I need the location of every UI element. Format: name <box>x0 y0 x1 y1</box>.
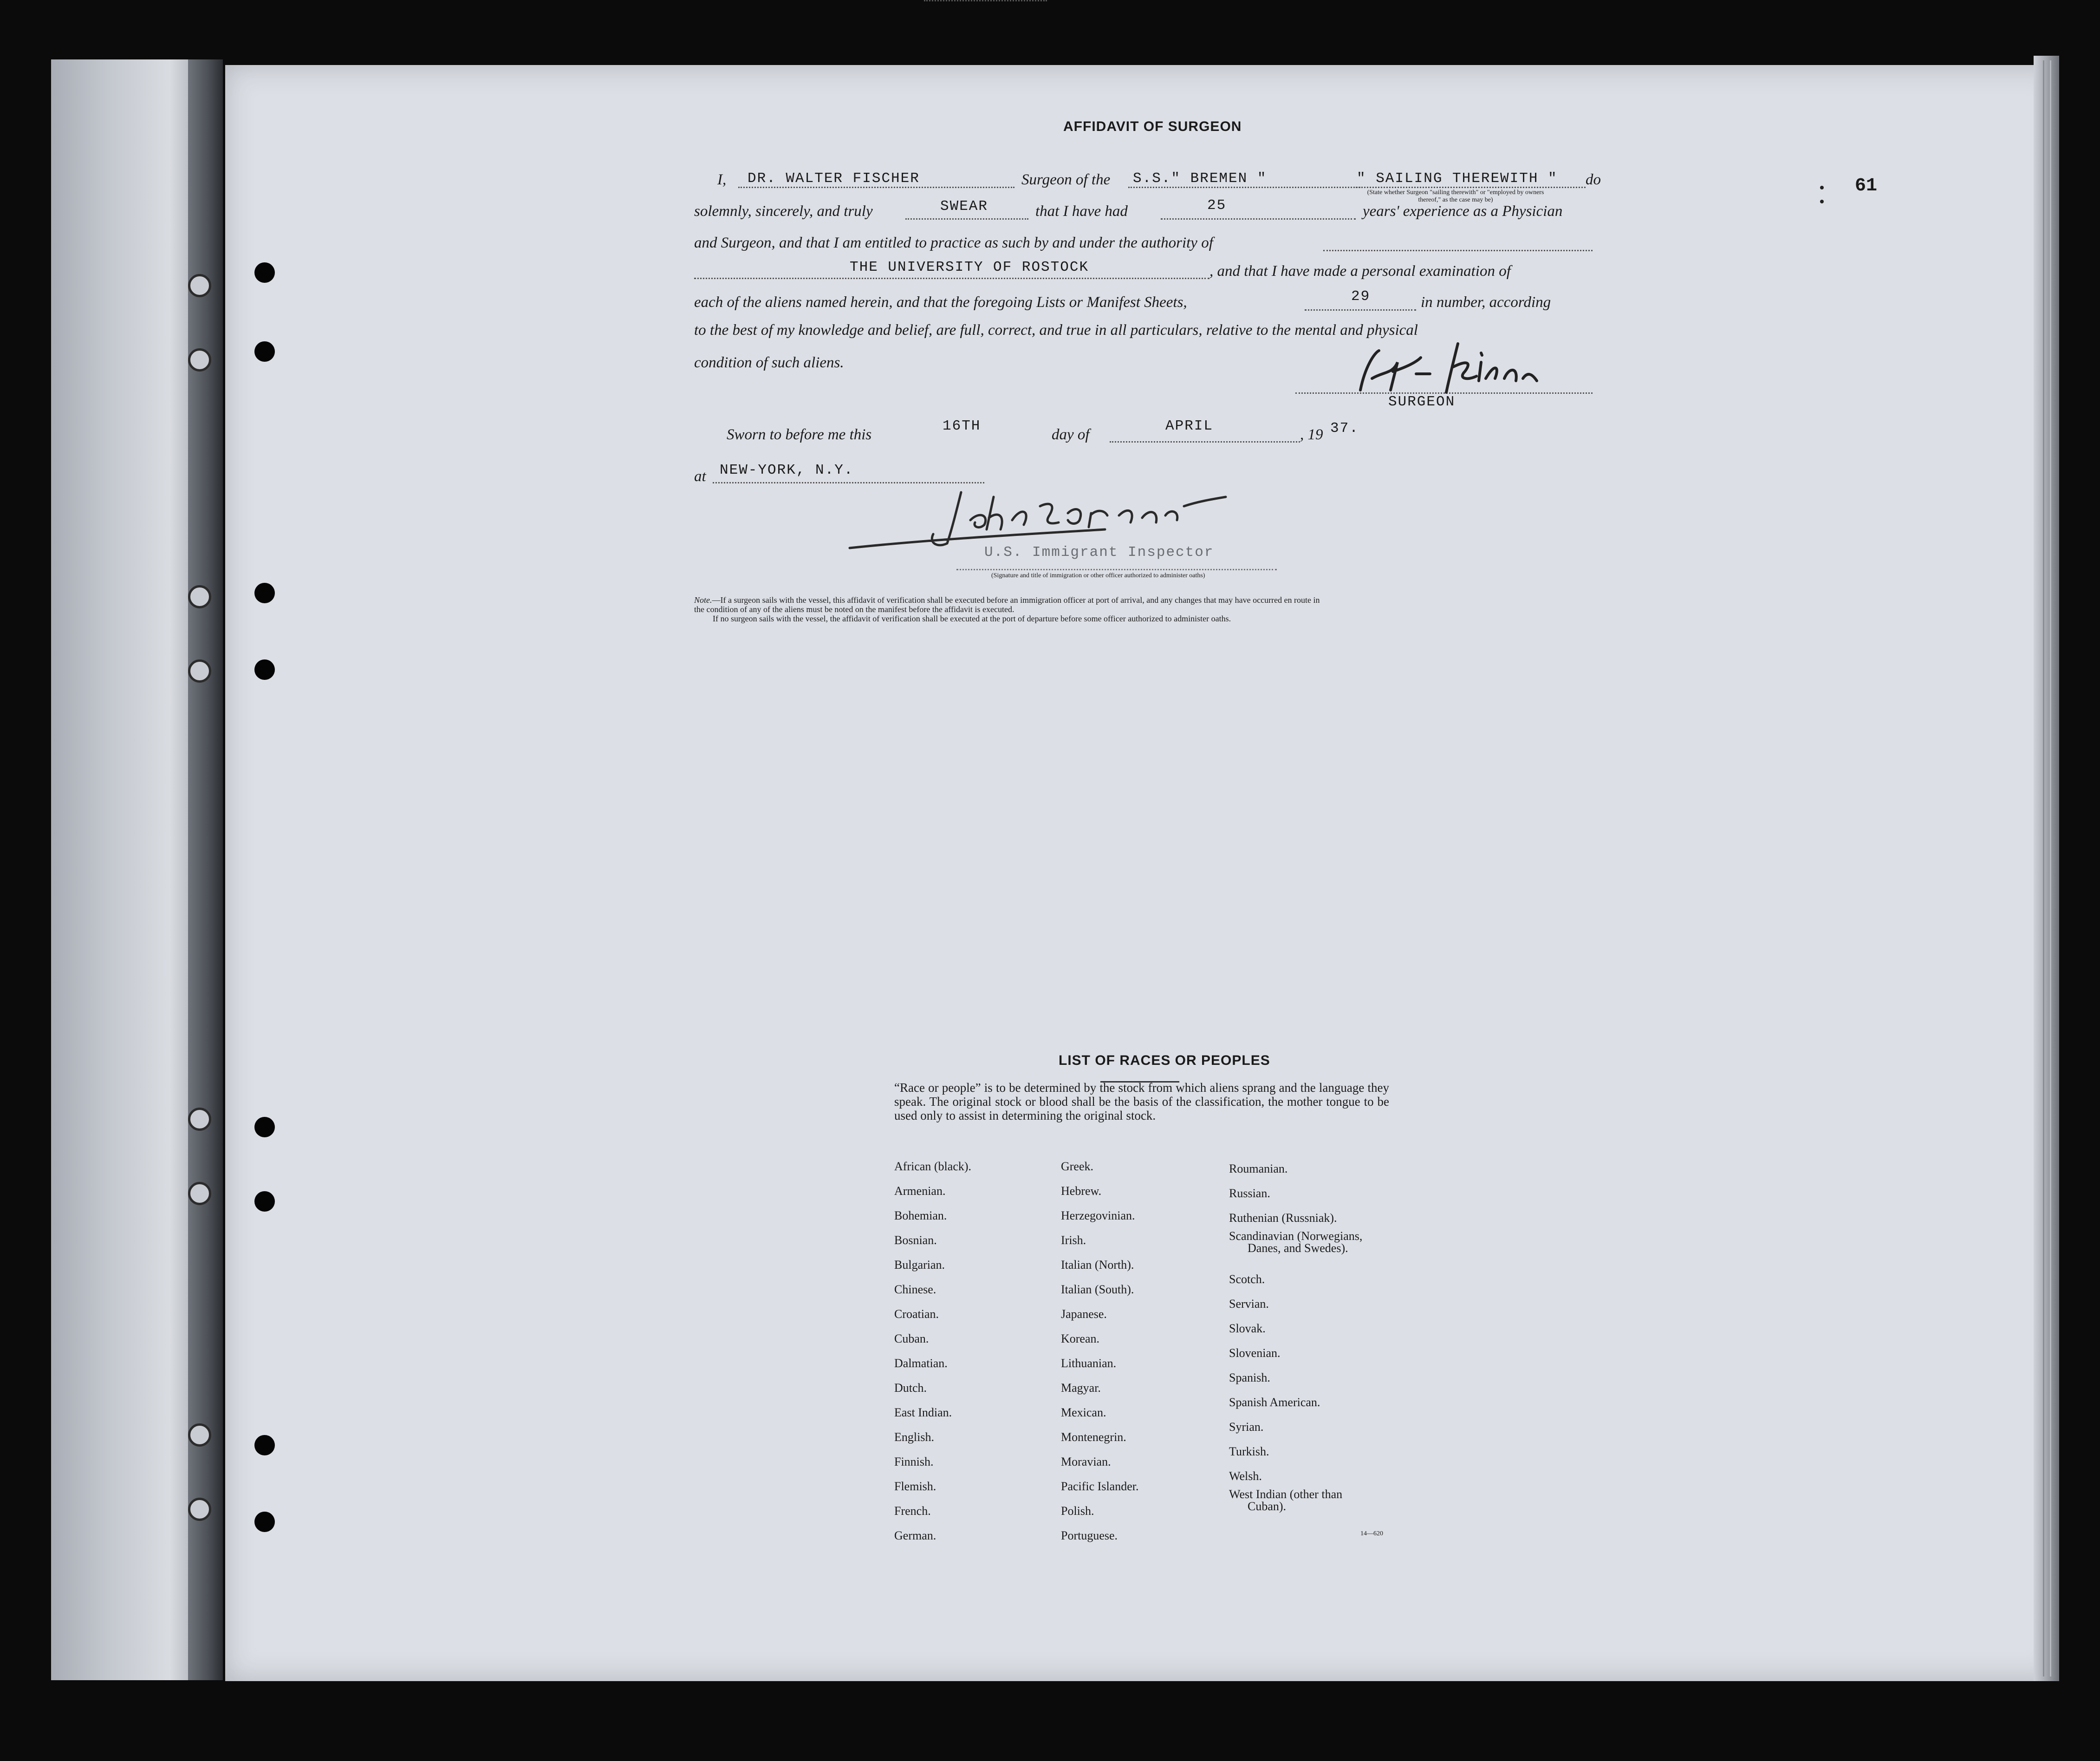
condition-text: condition of such aliens. <box>694 354 844 371</box>
ink-dot <box>1820 186 1824 189</box>
name-field-line <box>738 187 1014 188</box>
race-item: Russian. <box>1229 1187 1270 1200</box>
race-item: Flemish. <box>894 1480 936 1493</box>
punch-hole <box>254 262 275 283</box>
day-of-text: day of <box>1052 426 1090 443</box>
race-item: Irish. <box>1061 1233 1086 1247</box>
punch-hole <box>254 1435 275 1455</box>
race-item: Portuguese. <box>1061 1529 1118 1542</box>
race-item: Bulgarian. <box>894 1258 945 1272</box>
sailing-note: (State whether Surgeon "sailing therewith" or "employed by owners thereof," as the case may be) <box>1367 189 1544 203</box>
race-item: German. <box>894 1529 936 1542</box>
race-item: Italian (North). <box>1061 1258 1134 1272</box>
race-item: Slovenian. <box>1229 1346 1281 1360</box>
punch-hole <box>254 1117 275 1137</box>
race-item: Syrian. <box>1229 1420 1264 1434</box>
page-number: 61 <box>1855 176 1878 196</box>
oath-type: SWEAR <box>940 198 988 215</box>
at-label: at <box>694 468 706 485</box>
punch-hole-ring <box>188 1182 211 1205</box>
races-column-2 <box>1061 1154 1139 1548</box>
race-item: Finnish. <box>894 1455 934 1468</box>
punch-hole-ring <box>188 1423 211 1447</box>
race-item: English. <box>894 1430 934 1444</box>
race-item: Ruthenian (Russniak). <box>1229 1211 1337 1225</box>
years-field-line <box>1161 218 1356 220</box>
races-column-3 <box>1229 1156 1362 1525</box>
race-item: Polish. <box>1061 1504 1094 1518</box>
affidavit-i: I, <box>717 171 727 188</box>
race-item: Scotch. <box>1229 1272 1265 1286</box>
surgeon-name: DR. WALTER FISCHER <box>748 170 920 187</box>
surgeon-of-label: Surgeon of the <box>1021 171 1111 188</box>
punch-hole <box>254 659 275 680</box>
race-item: Cuban. <box>894 1332 929 1345</box>
authority-text: and Surgeon, and that I am entitled to practice as such by and under the authority of <box>694 235 1213 251</box>
race-item <box>1229 1230 1362 1267</box>
punch-hole <box>254 583 275 603</box>
race-item-line: Cuban). <box>1248 1500 1287 1513</box>
race-item: Dutch. <box>894 1381 927 1395</box>
punch-hole-ring <box>188 274 211 297</box>
race-item: French. <box>894 1504 931 1518</box>
punch-hole <box>254 1191 275 1212</box>
knowledge-text: to the best of my knowledge and belief, are full, correct, and true in all particulars, relative to the mental and physical <box>694 322 1418 339</box>
race-item: Korean. <box>1061 1332 1100 1345</box>
race-item: Japanese. <box>1061 1307 1107 1321</box>
race-item: Pacific Islander. <box>1061 1480 1139 1493</box>
race-item: Spanish. <box>1229 1371 1270 1384</box>
sworn-day: 16TH <box>943 418 981 434</box>
year-prefix: , 19 <box>1300 426 1323 443</box>
race-item: Welsh. <box>1229 1469 1262 1483</box>
race-item: Hebrew. <box>1061 1184 1102 1198</box>
race-item: Chinese. <box>894 1283 936 1296</box>
race-item: Roumanian. <box>1229 1162 1288 1175</box>
university-name: THE UNIVERSITY OF ROSTOCK <box>850 259 1089 275</box>
authority-field-line <box>1323 250 1593 251</box>
race-item: African (black). <box>894 1160 972 1173</box>
university-field-line <box>694 278 1209 279</box>
races-column-1 <box>894 1154 971 1548</box>
inspector-title: U.S. Immigrant Inspector <box>984 544 1214 561</box>
punch-hole <box>254 1512 275 1532</box>
have-had-text: that I have had <box>1035 203 1128 220</box>
sheet-count: 29 <box>1351 288 1371 305</box>
day-field-line <box>924 0 1047 1</box>
race-item: Servian. <box>1229 1297 1269 1311</box>
ship-name: S.S." BREMEN " <box>1133 170 1267 187</box>
race-item: Magyar. <box>1061 1381 1101 1395</box>
races-intro: “Race or people” is to be determined by the stock from which aliens sprang and the language they speak. The original stock or blood shall be the basis of the classification, the mother tongue to be used only to assist in determining the original stock. <box>894 1081 1389 1122</box>
note-text-1: —If a surgeon sails with the vessel, this affidavit of verification shall be executed before an immigration officer at port of arrival, and any changes that may have occurred en route in <box>712 595 1320 605</box>
race-item: Montenegrin. <box>1061 1430 1126 1444</box>
in-number-text: in number, according <box>1421 294 1551 311</box>
race-item-line: Danes, and Swedes). <box>1248 1241 1348 1255</box>
race-item: East Indian. <box>894 1406 952 1419</box>
race-item: Moravian. <box>1061 1455 1111 1468</box>
race-item: Greek. <box>1061 1160 1094 1173</box>
race-item: Slovak. <box>1229 1322 1266 1335</box>
note-lead: Note. <box>694 595 712 605</box>
punch-hole-ring <box>188 1498 211 1521</box>
count-field-line <box>1305 309 1416 311</box>
page-stack-line <box>2043 60 2051 1676</box>
sworn-year: 37. <box>1330 420 1359 437</box>
sailing-field-line <box>1356 187 1586 188</box>
punch-hole-ring <box>188 659 211 683</box>
ink-dot <box>1820 200 1824 203</box>
race-item: Herzegovinian. <box>1061 1209 1135 1222</box>
punch-hole-ring <box>188 348 211 372</box>
race-item: Mexican. <box>1061 1406 1106 1419</box>
swear-field-line <box>905 218 1028 220</box>
ship-field-line <box>1128 187 1360 188</box>
solemnly-text: solemnly, sincerely, and truly <box>694 203 873 220</box>
do-label: do <box>1586 171 1601 188</box>
sworn-text: Sworn to before me this <box>727 426 872 443</box>
years-value: 25 <box>1207 197 1227 214</box>
race-item: Armenian. <box>894 1184 946 1198</box>
punch-hole-ring <box>188 585 211 608</box>
experience-text: years' experience as a Physician <box>1363 203 1563 220</box>
inspector-signature-line <box>956 569 1277 570</box>
surgeon-signature <box>1346 334 1551 399</box>
month-field-line <box>1110 441 1300 443</box>
race-item-line: Scandinavian (Norwegians, <box>1229 1229 1363 1243</box>
race-item: Lithuanian. <box>1061 1357 1117 1370</box>
note-line-2: the condition of any of the aliens must be noted on the manifest before the affidavit is executed. <box>694 605 1014 614</box>
race-item: Dalmatian. <box>894 1357 948 1370</box>
form-code: 14—620 <box>1360 1530 1383 1537</box>
affidavit-title: AFFIDAVIT OF SURGEON <box>1063 119 1242 134</box>
races-title: LIST OF RACES OR PEOPLES <box>1059 1053 1270 1068</box>
race-item-line: West Indian (other than <box>1229 1487 1343 1501</box>
note-line-1 <box>694 595 1320 605</box>
surgeon-label: SURGEON <box>1388 394 1456 410</box>
race-item <box>1229 1488 1362 1525</box>
race-item: Bohemian. <box>894 1209 947 1222</box>
sworn-place: NEW-YORK, N.Y. <box>720 462 854 478</box>
punch-hole-ring <box>188 1108 211 1131</box>
race-item: Bosnian. <box>894 1233 937 1247</box>
punch-hole <box>254 341 275 362</box>
examination-text: , and that I have made a personal examination of <box>1209 263 1511 280</box>
manifest-text: each of the aliens named herein, and that the foregoing Lists or Manifest Sheets, <box>694 294 1187 311</box>
race-item: Turkish. <box>1229 1445 1269 1458</box>
sworn-month: APRIL <box>1165 418 1214 434</box>
race-item: Croatian. <box>894 1307 939 1321</box>
race-item: Italian (South). <box>1061 1283 1134 1296</box>
note-line-3: If no surgeon sails with the vessel, the affidavit of verification shall be executed at the port of departure before some officer authorized to administer oaths. <box>713 614 1231 623</box>
race-item: Spanish American. <box>1229 1396 1320 1409</box>
sailing-status: " SAILING THEREWITH " <box>1357 170 1558 187</box>
inspector-caption: (Signature and title of immigration or other officer authorized to administer oaths) <box>991 572 1205 579</box>
